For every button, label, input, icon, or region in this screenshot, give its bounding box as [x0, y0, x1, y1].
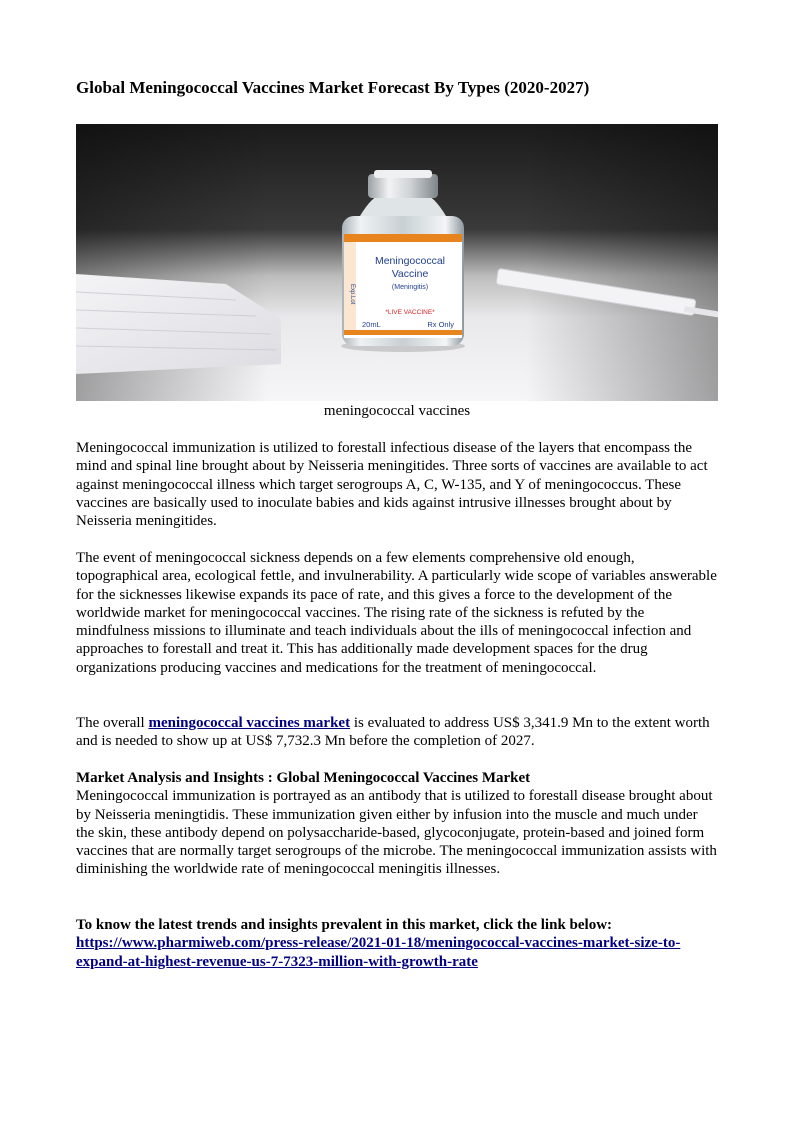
paragraph-market-value [76, 714, 718, 751]
market-analysis-body: Meningococcal immunization is portrayed as an antibody that is utilized to forestall disease brought about by Neisseria meningtidis. These immunization given either by infusion into the muscle and much under the skin, these antibody depend on polysaccharide-based, glycoconjugate, protein-based and joined form vaccines that are normally target serogroups of the microbe. The meningococcal immunization assists with diminishing the worldwide rate of meningococcal meningitis illnesses. [76, 788, 717, 878]
market-value-text: is evaluated to address US$ 3,341.9 Mn to the extent worth and is needed to show up at US$ 7,732.3 Mn before the completion of 2027. [76, 715, 710, 750]
market-analysis-heading: Market Analysis and Insights : Global Meningococcal Vaccines Market [76, 770, 531, 786]
vaccine-vial-photo [76, 124, 718, 401]
vial-rx: Rx Only [427, 320, 454, 329]
vial-name: Vaccine [391, 268, 429, 280]
vial-side-text: Exp.Lot [349, 284, 355, 305]
press-release-link[interactable]: https://www.pharmiweb.com/press-release/2021-01-18/meningococcal-vaccines-market-size-to-expand-at-highest-revenue-us-7-7323-million-with-growth-rate [76, 935, 681, 970]
market-value-lead: The overall [76, 715, 149, 731]
vial-volume: 20mL [362, 320, 381, 329]
market-analysis-section [76, 769, 718, 879]
vial-brand: Meningococcal [374, 255, 446, 267]
paragraph-intro: Meningococcal immunization is utilized to forestall infectious disease of the layers that encompass the mind and spinal line brought about by Neisseria meningitides. Three sorts of vaccines are available to act against meningococcal illness which target serogroups A, C, W-135, and Y of meningococcus. These vaccines are basically used to inoculate babies and kids against intrusive illnesses brought about by Neisseria meningitides. [76, 440, 708, 530]
page-title: Global Meningococcal Vaccines Market Forecast By Types (2020-2027) [76, 78, 590, 97]
figure-caption: meningococcal vaccines [323, 403, 471, 419]
vial-illustration [76, 124, 718, 401]
market-report-link[interactable]: meningococcal vaccines market [148, 715, 351, 731]
trends-section [76, 916, 718, 971]
paragraph-sickness-factors: The event of meningococcal sickness depends on a few elements comprehensive old enough, topographical area, ecological fettle, and invulnerability. A particularly wide scope of variables answerable for the sicknesses likewise expands its pace of rate, and this gives a force to the development of the worldwide market for meningococcal vaccines. The rising rate of the sickness is refuted by the mindfulness missions to illuminate and teach individuals about the ills of meningococcal infection and approaches to forestall and treat it. This has additionally made development spaces for the drug organizations producing vaccines and medications for the treatment of meningococcal. [76, 550, 717, 676]
trends-heading: To know the latest trends and insights prevalent in this market, click the link below: [76, 917, 613, 933]
vial-warning: *LIVE VACCINE* [385, 309, 435, 316]
vial-subtitle: (Meningitis) [391, 284, 429, 291]
